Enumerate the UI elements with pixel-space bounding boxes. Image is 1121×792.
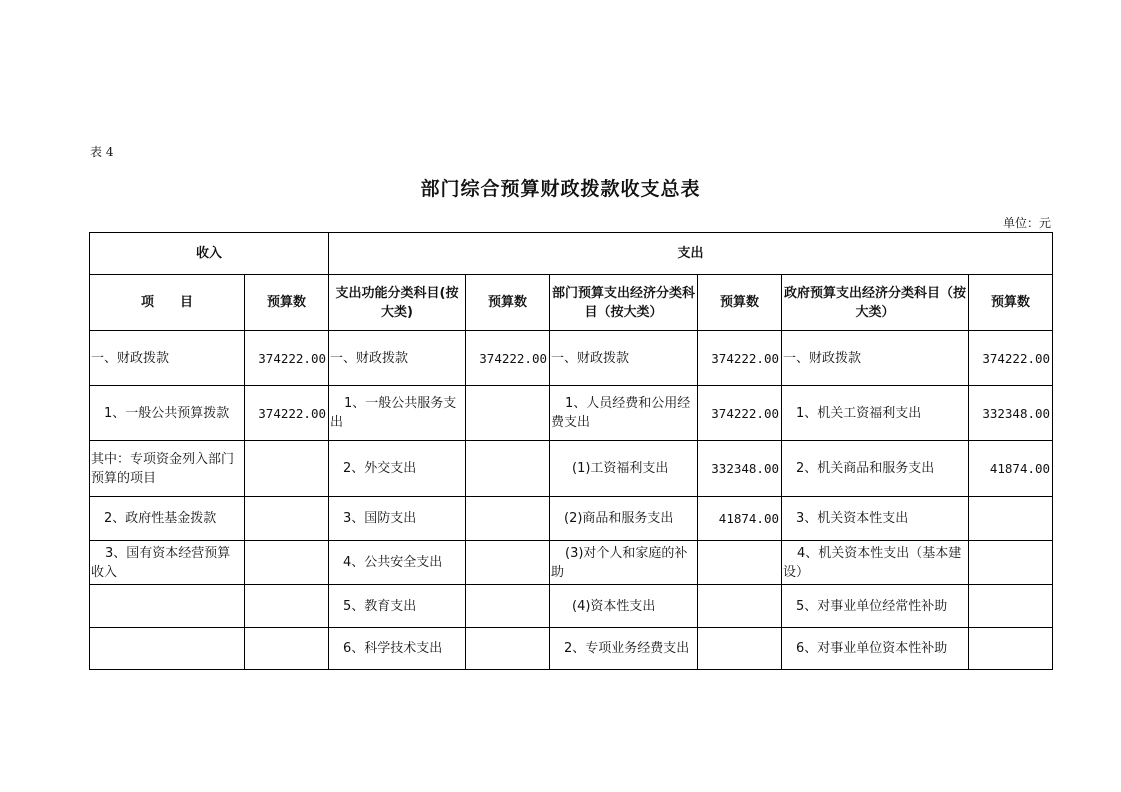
table-row [90, 386, 1053, 441]
gov-econ-amount [969, 541, 1053, 585]
func-item: 1、一般公共服务支出 [329, 386, 466, 441]
gov-econ-item: 6、对事业单位资本性补助 [782, 628, 969, 670]
income-item: 3、国有资本经营预算收入 [90, 541, 245, 585]
income-item: 一、财政拨款 [90, 331, 245, 386]
gov-econ-amount: 41874.00 [969, 441, 1053, 497]
func-item: 一、财政拨款 [329, 331, 466, 386]
income-header: 收入 [90, 233, 329, 275]
table-row [90, 628, 1053, 670]
gov-econ-item: 1、机关工资福利支出 [782, 386, 969, 441]
budget-table [89, 232, 1053, 670]
col-budget-header: 预算数 [698, 275, 782, 331]
dept-econ-item: (3)对个人和家庭的补助 [550, 541, 698, 585]
income-amount [245, 585, 329, 628]
dept-econ-amount: 374222.00 [698, 386, 782, 441]
dept-econ-amount: 374222.00 [698, 331, 782, 386]
dept-econ-item: (2)商品和服务支出 [550, 497, 698, 541]
dept-econ-amount: 41874.00 [698, 497, 782, 541]
gov-econ-item: 4、机关资本性支出（基本建设） [782, 541, 969, 585]
gov-econ-item: 5、对事业单位经常性补助 [782, 585, 969, 628]
func-amount [466, 386, 550, 441]
func-amount: 374222.00 [466, 331, 550, 386]
table-row [90, 497, 1053, 541]
dept-econ-item: 一、财政拨款 [550, 331, 698, 386]
func-amount [466, 628, 550, 670]
gov-econ-amount: 332348.00 [969, 386, 1053, 441]
dept-econ-item: (1)工资福利支出 [550, 441, 698, 497]
unit-label: 单位：元 [1002, 216, 1051, 230]
dept-econ-item: 1、人员经费和公用经费支出 [550, 386, 698, 441]
header-column-row [90, 275, 1053, 331]
dept-econ-amount [698, 628, 782, 670]
income-amount [245, 497, 329, 541]
income-amount: 374222.00 [245, 386, 329, 441]
col-dept-econ-header: 部门预算支出经济分类科目（按大类） [550, 275, 698, 331]
gov-econ-amount [969, 628, 1053, 670]
col-budget-header: 预算数 [466, 275, 550, 331]
table-row [90, 541, 1053, 585]
col-func-header: 支出功能分类科目(按大类) [329, 275, 466, 331]
func-amount [466, 441, 550, 497]
page-title: 部门综合预算财政拨款收支总表 [420, 178, 701, 200]
gov-econ-item: 3、机关资本性支出 [782, 497, 969, 541]
func-item: 5、教育支出 [329, 585, 466, 628]
dept-econ-item: (4)资本性支出 [550, 585, 698, 628]
dept-econ-amount [698, 541, 782, 585]
income-item: 其中：专项资金列入部门预算的项目 [90, 441, 245, 497]
gov-econ-amount [969, 497, 1053, 541]
func-amount [466, 585, 550, 628]
income-item: 1、一般公共预算拨款 [90, 386, 245, 441]
gov-econ-amount: 374222.00 [969, 331, 1053, 386]
header-group-row [90, 233, 1053, 275]
income-item [90, 628, 245, 670]
table-number: 表 4 [90, 145, 114, 159]
col-budget-header: 预算数 [245, 275, 329, 331]
income-amount [245, 628, 329, 670]
income-amount: 374222.00 [245, 331, 329, 386]
gov-econ-item: 一、财政拨款 [782, 331, 969, 386]
func-item: 6、科学技术支出 [329, 628, 466, 670]
income-amount [245, 541, 329, 585]
func-item: 3、国防支出 [329, 497, 466, 541]
gov-econ-amount [969, 585, 1053, 628]
expense-header: 支出 [329, 233, 1053, 275]
gov-econ-item: 2、机关商品和服务支出 [782, 441, 969, 497]
table-row [90, 441, 1053, 497]
table-row [90, 585, 1053, 628]
dept-econ-item: 2、专项业务经费支出 [550, 628, 698, 670]
dept-econ-amount [698, 585, 782, 628]
func-item: 4、公共安全支出 [329, 541, 466, 585]
income-item: 2、政府性基金拨款 [90, 497, 245, 541]
col-item-header: 项 目 [90, 275, 245, 331]
func-amount [466, 497, 550, 541]
dept-econ-amount: 332348.00 [698, 441, 782, 497]
col-gov-econ-header: 政府预算支出经济分类科目（按大类） [782, 275, 969, 331]
col-budget-header: 预算数 [969, 275, 1053, 331]
income-item [90, 585, 245, 628]
func-item: 2、外交支出 [329, 441, 466, 497]
table-row [90, 331, 1053, 386]
income-amount [245, 441, 329, 497]
func-amount [466, 541, 550, 585]
